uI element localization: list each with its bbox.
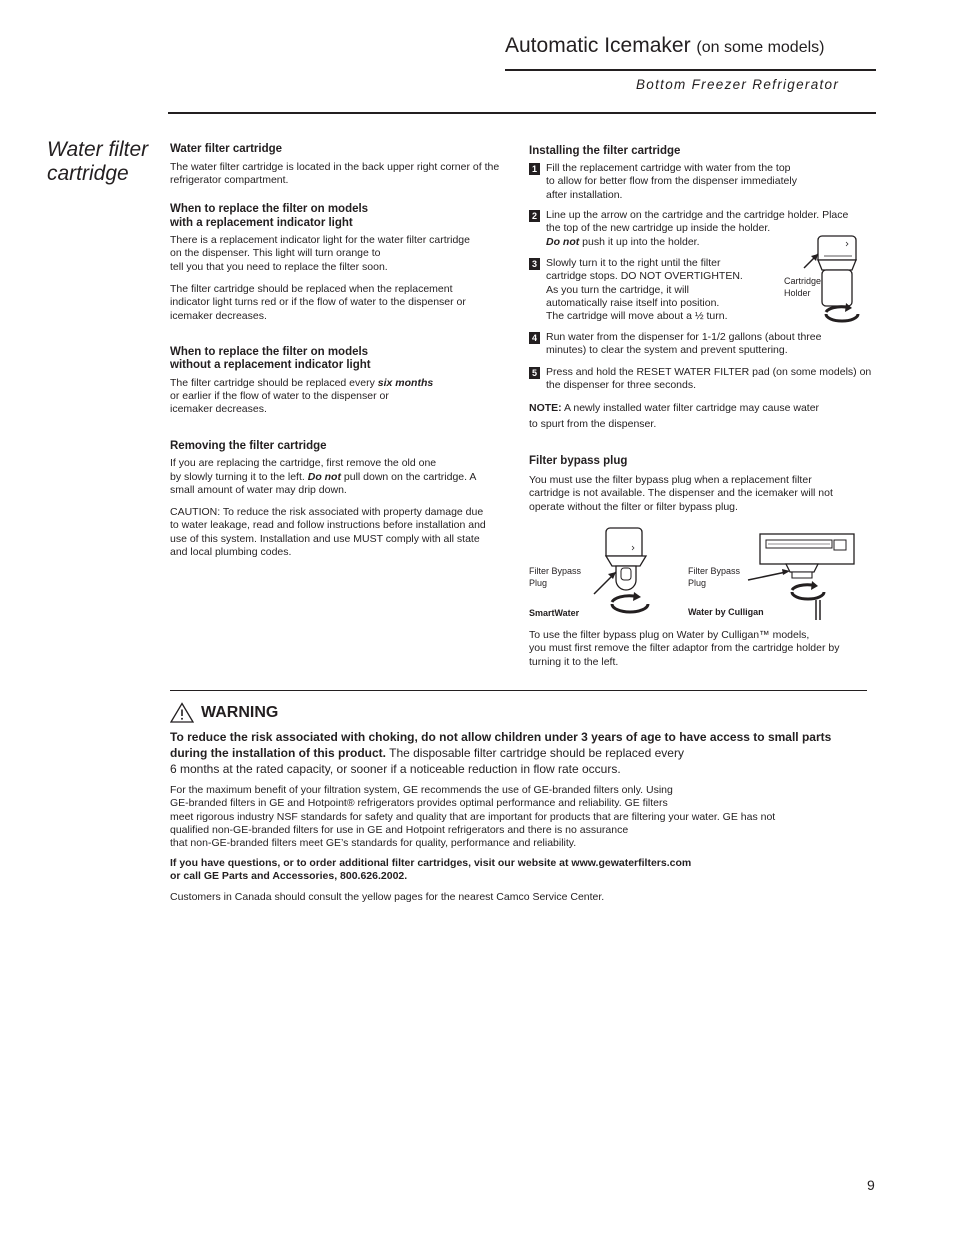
text-line: turning it to the left. <box>529 655 619 668</box>
text-line: the top of the new cartridge up inside the holder. <box>546 222 771 235</box>
with-indicator-p2: The filter cartridge should be replaced when the replacement indicator light turns red or if the flow of water to the dispenser or icemaker decreases. <box>170 282 466 322</box>
caption-line: Filter Bypass <box>529 566 582 576</box>
fig2-name: Water by Culligan <box>688 607 764 617</box>
warning-bold-line: during the installation of this product. <box>170 746 386 760</box>
caption-line: Plug <box>529 577 548 588</box>
text-line: on the dispenser. This light will turn orange to <box>170 247 381 260</box>
text-line: Fill the replacement cartridge with water from the top <box>546 162 791 174</box>
text-line: For the maximum benefit of your filtration system, GE recommends the use of GE-branded filters only. Using <box>170 784 673 796</box>
fig1-label <box>529 566 581 589</box>
without-indicator-heading <box>170 346 500 373</box>
text-line: cartridge stops. DO NOT OVERTIGHTEN. <box>546 270 743 283</box>
removing-heading: Removing the filter cartridge <box>170 439 327 452</box>
text-line: There is a replacement indicator light for the water filter cartridge <box>170 234 470 247</box>
section-title-line: cartridge <box>47 162 129 185</box>
warning-label: WARNING <box>201 703 279 721</box>
text-line: that non-GE-branded filters meet GE’s standards for quality, performance and reliability. <box>170 837 577 850</box>
warning-main-text <box>170 729 860 777</box>
canada-text: Customers in Canada should consult the yellow pages for the nearest Camco Service Center. <box>170 891 605 903</box>
step-number: 2 <box>529 210 540 222</box>
text-line: or call GE Parts and Accessories, 800.626.2002. <box>170 870 408 883</box>
text-line: To use the filter bypass plug on Water by Culligan™ models, <box>529 629 810 641</box>
heading-line: When to replace the filter on models <box>170 203 369 216</box>
cartridge-holder-illustration <box>796 232 866 330</box>
fig2-label <box>688 566 740 589</box>
caption-line: Filter Bypass <box>688 566 741 576</box>
title-suffix: (on some models) <box>696 39 825 56</box>
text-line: to allow for better flow from the dispenser immediately <box>546 175 797 188</box>
left-column <box>170 143 500 559</box>
text-line: Line up the arrow on the cartridge and the cartridge holder. Place <box>546 209 849 221</box>
header-rule <box>505 69 876 71</box>
caption-line: Cartridge <box>784 276 822 286</box>
wfc-heading: Water filter cartridge <box>170 143 283 155</box>
warning-header <box>170 702 278 723</box>
text-line: operate without the filter or filter bypass plug. <box>529 500 738 513</box>
emphasis: six months <box>377 376 434 389</box>
with-indicator-p1 <box>170 234 500 274</box>
install-step-3 <box>529 257 776 323</box>
text-span: by slowly turning it to the left. <box>170 470 308 483</box>
text-line: 6 months at the rated capacity, or sooner if a noticeable reduction in flow rate occurs. <box>170 762 621 776</box>
text-line: small amount of water may drip down. <box>170 483 347 496</box>
text-line: Slowly turn it to the right until the filter <box>546 257 721 269</box>
text-span: A newly installed water filter cartridge may cause water <box>561 402 820 414</box>
text-span: The disposable filter cartridge should be replaced every <box>386 746 684 760</box>
text-line: Press and hold the RESET WATER FILTER pad (on some models) on <box>546 366 872 378</box>
page-title <box>505 34 824 58</box>
warning-bold-line: To reduce the risk associated with choking, do not allow children under 3 years of age to have access to small parts <box>170 730 832 744</box>
text-line: or earlier if the flow of water to the dispenser or <box>170 390 389 403</box>
text-line: GE-branded filters in GE and Hotpoint® refrigerators provides optimal performance and reliability. GE filters <box>170 797 668 810</box>
bypass-text <box>529 474 833 514</box>
heading-line: without a replacement indicator light <box>170 359 371 372</box>
step-number: 3 <box>529 258 540 270</box>
step-number: 5 <box>529 367 540 379</box>
step-number: 4 <box>529 332 540 344</box>
caption-line: Holder <box>784 287 811 298</box>
text-line: you must first remove the filter adaptor from the cartridge holder by <box>529 642 840 655</box>
text-line: If you have questions, or to order additional filter cartridges, visit our website at www.gewaterfilters.com <box>170 857 692 869</box>
culligan-text <box>529 629 839 669</box>
header-rule-long <box>168 112 876 114</box>
title-main: Automatic Icemaker <box>505 34 691 57</box>
smartwater-bypass-illustration <box>588 524 660 620</box>
with-indicator-heading <box>170 203 500 230</box>
without-indicator-text <box>170 377 500 417</box>
questions-text <box>170 857 860 884</box>
text-span: pull down on the cartridge. A <box>340 470 477 483</box>
text-span: The filter cartridge should be replaced every <box>170 376 378 389</box>
section-title <box>47 138 167 186</box>
section-title-line: Water filter <box>47 138 149 161</box>
text-line: Run water from the dispenser for 1-1/2 gallons (about three <box>546 331 822 343</box>
text-span: push it up into the holder. <box>579 235 700 248</box>
warning-triangle-icon <box>170 702 194 723</box>
install-heading: Installing the filter cartridge <box>529 145 681 157</box>
caption-line: Plug <box>688 577 707 588</box>
text-line: qualified non-GE-branded filters for use in GE and Hotpoint refrigerators and there is no assurance <box>170 823 629 836</box>
text-line: As you turn the cartridge, it will <box>546 283 689 296</box>
caution-text: CAUTION: To reduce the risk associated with property damage due to water leakage, read and follow instructions before installation and use of this system. Installation and use MUST comply with all state and local plumbing codes. <box>170 506 486 559</box>
emphasis: Do not <box>307 470 341 483</box>
page-subtitle: Bottom Freezer Refrigerator <box>636 77 840 92</box>
install-step-1 <box>529 162 866 202</box>
benefit-text <box>170 784 860 850</box>
install-step-4 <box>529 331 876 358</box>
text-line: If you are replacing the cartridge, first remove the old one <box>170 457 437 470</box>
removing-text <box>170 457 500 497</box>
text-line: tell you that you need to replace the filter soon. <box>170 260 388 273</box>
text-line: to spurt from the dispenser. <box>529 418 657 430</box>
warning-rule <box>170 690 867 691</box>
note-text <box>529 400 819 432</box>
wfc-text: The water filter cartridge is located in the back upper right corner of the refrigerator compartment. <box>170 160 500 186</box>
emphasis: Do not <box>546 235 580 248</box>
install-step-5 <box>529 366 886 393</box>
heading-line: with a replacement indicator light <box>170 216 353 229</box>
note-label: NOTE: <box>529 402 562 414</box>
bypass-heading: Filter bypass plug <box>529 455 628 467</box>
fig1-name: SmartWater <box>529 608 580 618</box>
page-number: 9 <box>867 1177 875 1193</box>
text-line: the dispenser for three seconds. <box>546 379 697 392</box>
text-line: cartridge is not available. The dispenser and the icemaker will not <box>529 487 833 500</box>
text-line: minutes) to clear the system and prevent sputtering. <box>546 344 788 357</box>
text-line: You must use the filter bypass plug when a replacement filter <box>529 474 812 486</box>
text-line: icemaker decreases. <box>170 403 267 416</box>
step-number: 1 <box>529 163 540 175</box>
text-line: The cartridge will move about a ½ turn. <box>546 310 728 323</box>
heading-line: When to replace the filter on models <box>170 345 369 358</box>
text-line: after installation. <box>546 188 623 201</box>
text-line: automatically raise itself into position. <box>546 296 720 309</box>
text-line: meet rigorous industry NSF standards for safety and quality that are important for products that are filtering your water. GE has not <box>170 810 776 823</box>
